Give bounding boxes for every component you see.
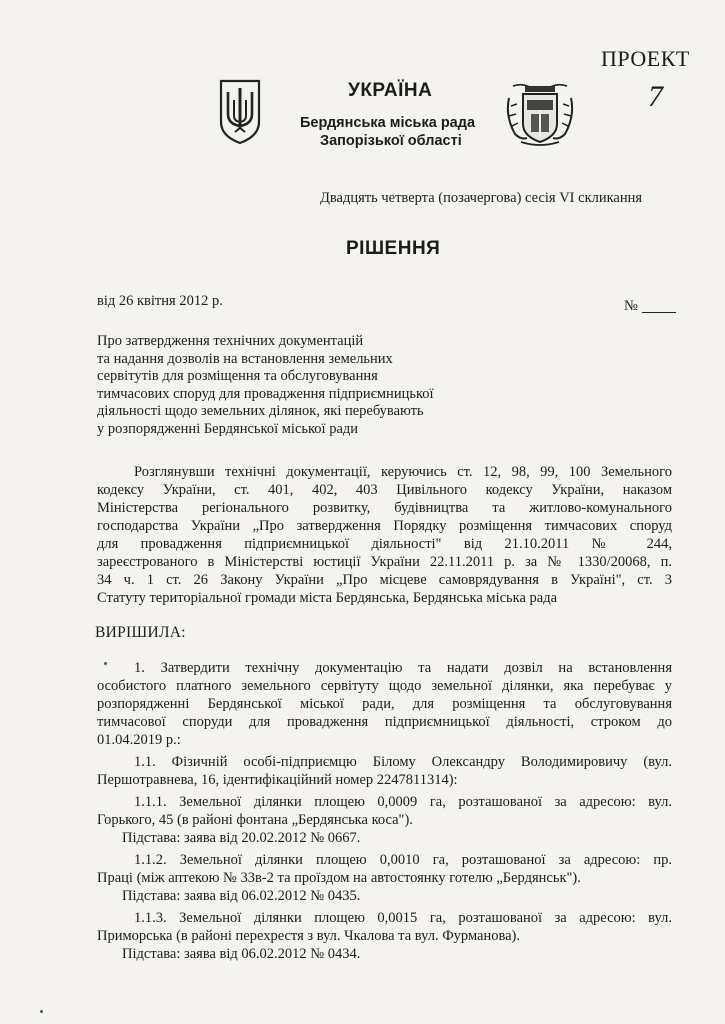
item-line: 1.1.1. Земельної ділянки площею 0,0009 га, розташованої за адресою: вул. [134, 794, 672, 810]
item-line: 01.04.2019 р.: [97, 732, 181, 748]
basis-line: Підстава: заява від 20.02.2012 № 0667. [122, 830, 361, 846]
decision-number-blank [642, 312, 676, 313]
basis-line: Підстава: заява від 06.02.2012 № 0435. [122, 888, 361, 904]
item-line: 1. Затвердити технічну документацію та надати дозвіл на встановлення [134, 660, 672, 676]
session-line: Двадцять четверта (позачергова) сесія VI скликання [320, 190, 643, 206]
country-title: УКРАЇНА [348, 80, 433, 101]
subject-line: тимчасових споруд для провадження підприємницької [97, 385, 434, 402]
preamble-line: Статуту територіальної громади міста Бердянська, Бердянська міська рада [97, 590, 558, 606]
subject-line: та надання дозволів на встановлення земельних [97, 350, 393, 367]
preamble-line: господарства України „Про затвердження Порядку розміщення тимчасових споруд [97, 518, 672, 534]
item-line: 1.1. Фізичній особі-підприємцю Білому Олександру Володимировичу (вул. [134, 754, 672, 770]
item-line: особистого платного земельного сервітуту щодо земельної ділянки, яка перебуває у [97, 678, 672, 694]
scan-speck [104, 662, 107, 665]
basis-line: Підстава: заява від 06.02.2012 № 0434. [122, 946, 361, 962]
subject-line: у розпорядженні Бердянської міської ради [97, 420, 359, 437]
item-line: 1.1.3. Земельної ділянки площею 0,0015 га, розташованої за адресою: вул. [134, 910, 672, 926]
handwritten-page-number: 7 [648, 80, 663, 113]
preamble-line: Розглянувши технічні документації, керуючись ст. 12, 98, 99, 100 Земельного [134, 464, 672, 480]
resolved-label: ВИРІШИЛА: [95, 624, 186, 641]
item-line: Приморська (в районі перехрестя з вул. Чкалова та вул. Фурманова). [97, 928, 521, 944]
preamble-line: зареєстрованого в Міністерстві юстиції України 22.11.2011 р. за № 1330/20068, п. [97, 554, 672, 570]
item-line: тимчасової споруди для провадження підприємницької діяльності, строком до [97, 714, 672, 730]
decision-date: від 26 квітня 2012 р. [97, 293, 223, 309]
preamble-line: для провадження підприємницької діяльності" від 21.10.2011 № 244, [97, 536, 672, 552]
item-line: Першотравнева, 16, ідентифікаційний номер 2247811314): [97, 772, 458, 788]
preamble-line: Міністерства регіонального розвитку, будівництва та житлово-комунального [97, 500, 672, 516]
preamble-line: 34 ч. 1 ст. 26 Закону України „Про місцеве самоврядування в Україні", ст. 3 [97, 572, 672, 588]
decision-title: РІШЕННЯ [346, 238, 441, 259]
council-name: Бердянська міська рада [300, 115, 476, 131]
item-line: 1.1.2. Земельної ділянки площею 0,0010 га, розташованої за адресою: пр. [134, 852, 672, 868]
item-line: Горького, 45 (в районі фонтана „Бердянська коса"). [97, 812, 413, 828]
subject-line: Про затвердження технічних документацій [97, 333, 364, 349]
item-line: розпорядженні Бердянської міської ради, для розміщення та обслуговування [97, 696, 672, 712]
item-line: Праці (між аптекою № 33в-2 та проїздом на автостоянку готелю „Бердянськ"). [97, 870, 581, 886]
subject-line: діяльності щодо земельних ділянок, які перебувають [97, 403, 424, 419]
region-name: Запорізької області [320, 133, 462, 149]
project-stamp: ПРОЕКТ [601, 46, 690, 71]
decision-number-label: № [624, 298, 638, 314]
decision-subject [97, 333, 517, 438]
preamble-line: кодексу України, ст. 401, 402, 403 Цивільного кодексу України, наказом [97, 482, 672, 498]
scan-speck [40, 1010, 43, 1013]
trident-icon [218, 78, 262, 146]
subject-line: сервітутів для розміщення та обслуговування [97, 368, 378, 384]
city-emblem-icon [503, 80, 577, 146]
